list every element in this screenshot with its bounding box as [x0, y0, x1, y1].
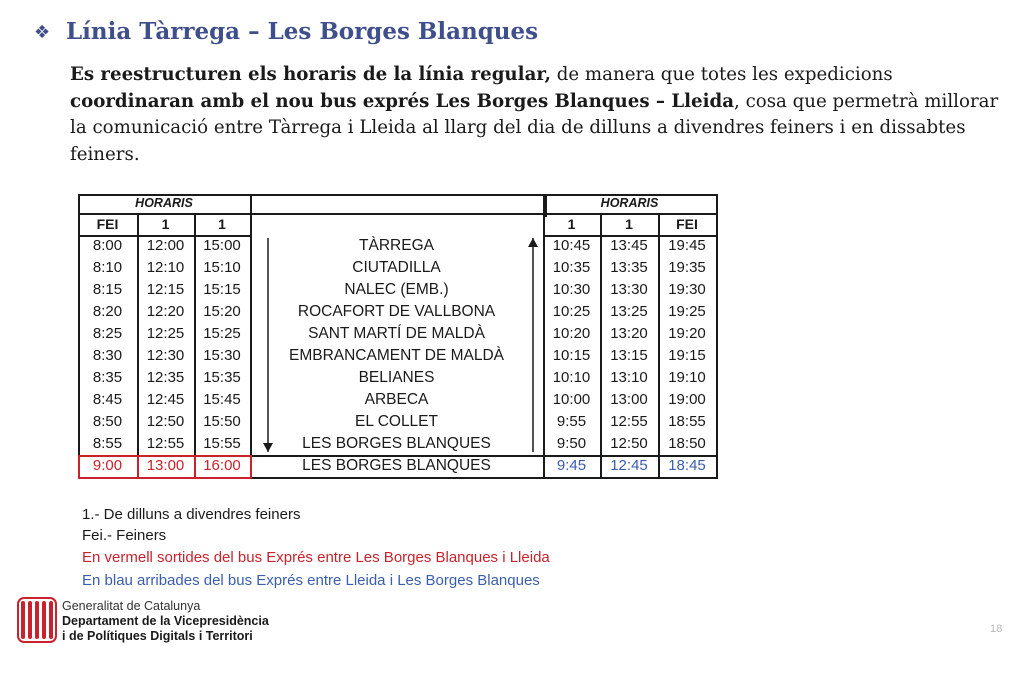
departure-time: 8:45	[92, 391, 123, 408]
arrival-time: 13:35	[610, 259, 648, 276]
stop-name: EL COLLET	[355, 413, 438, 430]
right-column-header: 1	[567, 216, 576, 232]
section-title: Línia Tàrrega – Les Borges Blanques	[66, 18, 539, 45]
stop-name: ROCAFORT DE VALLBONA	[297, 303, 496, 320]
legend-line-2: Fei.- Feiners	[82, 527, 167, 544]
arrival-time: 10:30	[552, 281, 591, 298]
intro-text-1: de manera que totes les expedicions	[550, 64, 893, 85]
org-name: Generalitat de Catalunya	[62, 599, 201, 613]
arrival-time: 13:10	[610, 369, 648, 386]
departure-time: 8:55	[92, 435, 123, 452]
stop-name: BELIANES	[358, 369, 435, 386]
intro-bold-2: coordinaran amb el nou bus exprés Les Borges Blanques – Lleida	[70, 90, 734, 112]
right-horaris-header: HORARIS	[600, 196, 659, 210]
express-arrival-time: 12:45	[610, 457, 648, 474]
left-column-header: 1	[218, 216, 226, 232]
arrival-time: 13:00	[610, 391, 648, 408]
departure-time: 8:50	[92, 413, 123, 430]
intro-text-2: , cosa que permetrà millorar la comunicació entre Tàrrega i Lleida al llarg del dia de dilluns a divendres feiners i en dissabtes feiners.	[70, 90, 999, 165]
arrival-time: 10:45	[552, 237, 591, 254]
departure-time: 12:15	[146, 281, 185, 298]
legend-line-1: 1.- De dilluns a divendres feiners	[82, 506, 301, 523]
arrival-time: 10:35	[552, 259, 591, 276]
arrival-time: 10:20	[552, 325, 591, 342]
departure-time: 12:00	[146, 237, 185, 254]
right-column-header: FEI	[676, 216, 698, 232]
express-stop-name: LES BORGES BLANQUES	[302, 457, 491, 474]
departure-time: 15:55	[203, 435, 241, 452]
stop-name: TÀRREGA	[359, 237, 434, 254]
arrival-time: 19:10	[668, 369, 706, 386]
departure-time: 15:25	[203, 325, 241, 342]
departure-time: 15:30	[203, 347, 241, 364]
down-arrow-icon	[263, 238, 273, 452]
legend-line-red: En vermell sortides del bus Exprés entre Les Borges Blanques i Lleida	[82, 549, 550, 566]
departure-time: 8:35	[92, 369, 123, 386]
legend-line-blue: En blau arribades del bus Exprés entre Lleida i Les Borges Blanques	[82, 572, 540, 589]
arrival-time: 9:55	[556, 413, 587, 430]
arrival-time: 19:35	[668, 259, 706, 276]
departure-time: 15:45	[203, 391, 241, 408]
arrival-time: 18:55	[668, 413, 706, 430]
departure-time: 8:00	[92, 237, 123, 254]
arrival-time: 10:10	[552, 369, 591, 386]
stop-name: ARBECA	[364, 391, 429, 408]
department-line-1: Departament de la Vicepresidència	[62, 614, 269, 628]
left-column-header: FEI	[96, 216, 119, 232]
bullet-icon: ❖	[34, 22, 51, 43]
departure-time: 15:35	[203, 369, 241, 386]
departure-time: 15:50	[203, 413, 241, 430]
arrival-time: 19:00	[668, 391, 706, 408]
express-arrival-time: 18:45	[668, 457, 706, 474]
arrival-time: 12:55	[610, 413, 648, 430]
arrival-time: 19:20	[668, 325, 706, 342]
departure-time: 12:10	[146, 259, 185, 276]
arrival-time: 19:25	[668, 303, 706, 320]
express-departure-time: 9:00	[92, 457, 123, 474]
arrival-time: 10:15	[552, 347, 591, 364]
arrival-time: 10:25	[552, 303, 591, 320]
departure-time: 12:25	[146, 325, 185, 342]
departure-time: 12:45	[146, 391, 185, 408]
departure-time: 12:30	[146, 347, 185, 364]
left-horaris-header: HORARIS	[135, 196, 193, 210]
arrival-time: 13:45	[610, 237, 648, 254]
arrival-time: 18:50	[668, 435, 706, 452]
arrival-time: 19:45	[668, 237, 706, 254]
arrival-time: 12:50	[610, 435, 648, 452]
departure-time: 12:50	[146, 413, 185, 430]
express-arrival-time: 9:45	[556, 457, 587, 474]
departure-time: 12:20	[146, 303, 185, 320]
arrival-time: 13:30	[610, 281, 648, 298]
up-arrow-icon	[528, 238, 538, 452]
stop-name: LES BORGES BLANQUES	[302, 435, 491, 452]
stop-name: NALEC (EMB.)	[344, 281, 449, 298]
stop-name: CIUTADILLA	[352, 259, 441, 276]
departure-time: 12:55	[146, 435, 185, 452]
stop-name: SANT MARTÍ DE MALDÀ	[308, 325, 485, 342]
intro-bold-1: Es reestructuren els horaris de la línia regular,	[70, 64, 551, 85]
generalitat-logo-icon	[17, 597, 57, 643]
arrival-time: 10:00	[552, 391, 591, 408]
departure-time: 12:35	[146, 369, 185, 386]
left-column-header: 1	[161, 216, 170, 232]
departure-time: 8:20	[92, 303, 123, 320]
departure-time: 15:15	[203, 281, 241, 298]
arrival-time: 19:30	[668, 281, 706, 298]
departure-time: 8:10	[92, 259, 123, 276]
express-departure-time: 13:00	[146, 457, 185, 474]
departure-time: 15:20	[203, 303, 241, 320]
arrival-time: 13:20	[610, 325, 648, 342]
arrival-time: 13:15	[610, 347, 648, 364]
stop-name: EMBRANCAMENT DE MALDÀ	[288, 347, 505, 364]
departure-time: 15:00	[203, 237, 241, 254]
arrival-time: 19:15	[668, 347, 706, 364]
arrival-time: 9:50	[556, 435, 587, 452]
page-number: 18	[990, 623, 1003, 635]
right-column-header: 1	[625, 216, 633, 232]
department-line-2: i de Polítiques Digitals i Territori	[62, 629, 253, 643]
arrival-time: 13:25	[610, 303, 648, 320]
departure-time: 8:15	[92, 281, 123, 298]
departure-time: 8:25	[92, 325, 123, 342]
departure-time: 8:30	[92, 347, 123, 364]
departure-time: 15:10	[203, 259, 241, 276]
express-departure-time: 16:00	[203, 457, 241, 474]
